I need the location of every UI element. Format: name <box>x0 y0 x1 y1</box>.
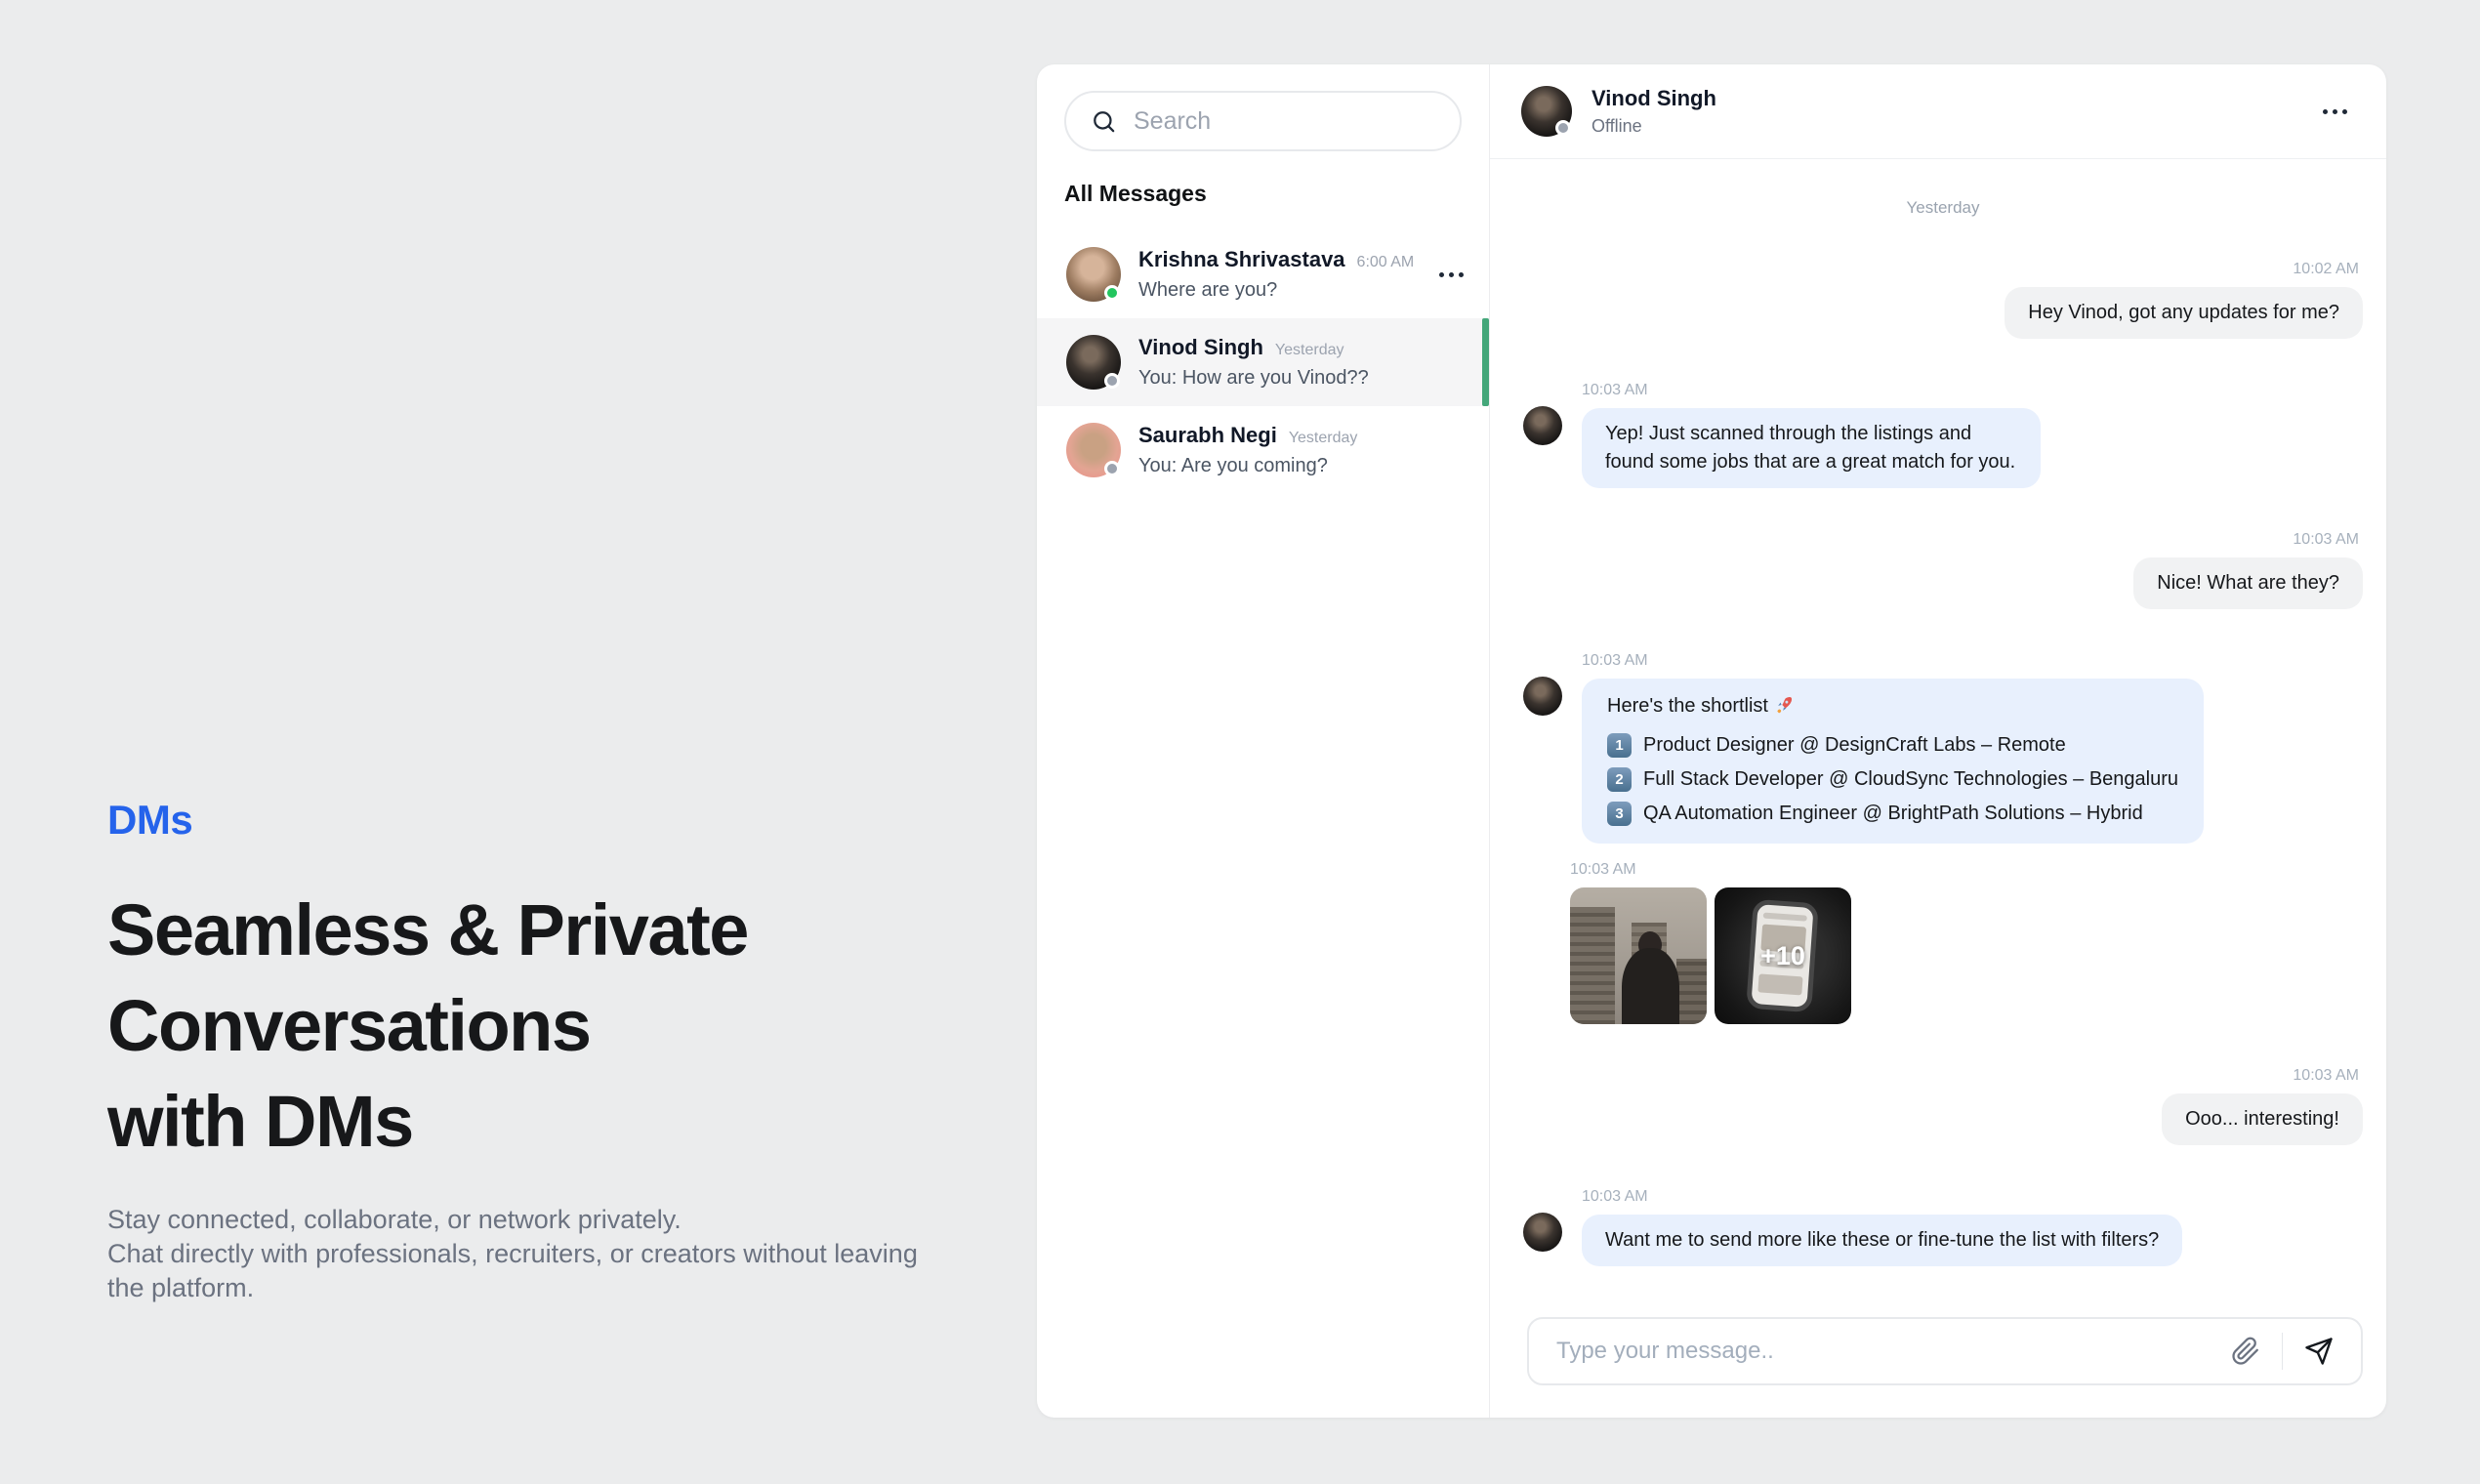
incoming-message-attachments <box>1523 861 2363 1024</box>
offline-status-dot <box>1555 120 1571 136</box>
more-options-icon[interactable] <box>2321 103 2349 120</box>
message-timestamp: 10:03 AM <box>1570 861 1636 878</box>
avatar <box>1523 1213 1562 1252</box>
hero-section <box>107 797 947 1305</box>
message-history <box>1490 159 2386 1317</box>
avatar <box>1066 423 1121 477</box>
shortlist-item-text: QA Automation Engineer @ BrightPath Solutions – Hybrid <box>1643 803 2143 824</box>
message-timestamp: 10:03 AM <box>2293 531 2359 548</box>
active-conversation-indicator <box>1482 318 1489 406</box>
more-images-overlay: +10 <box>1760 940 1805 970</box>
avatar <box>1523 406 1562 445</box>
message-input[interactable] <box>1556 1338 2225 1365</box>
avatar <box>1066 247 1121 302</box>
conversation-time: 6:00 AM <box>1356 254 1415 270</box>
keycap-3-emoji: 3 <box>1607 802 1632 826</box>
shortlist-item <box>1607 800 2178 828</box>
message-timestamp: 10:03 AM <box>1582 1188 1648 1205</box>
conversation-row-saurabh[interactable] <box>1037 406 1489 494</box>
incoming-message <box>1523 1188 2363 1266</box>
message-bubble: Want me to send more like these or fine-tune the list with filters? <box>1582 1215 2182 1266</box>
conversation-row-krishna[interactable] <box>1037 230 1489 318</box>
send-icon <box>2304 1337 2334 1366</box>
message-composer <box>1527 1317 2363 1385</box>
conversation-text <box>1138 423 1466 477</box>
search-area <box>1037 64 1489 151</box>
conversation-preview: You: Are you coming? <box>1138 455 1328 476</box>
conversation-preview: You: How are you Vinod?? <box>1138 367 1369 389</box>
message-timestamp: 10:03 AM <box>1582 382 1648 398</box>
attach-file-button[interactable] <box>2225 1331 2266 1372</box>
hero-eyebrow: DMs <box>107 797 193 843</box>
conversation-sidebar <box>1037 64 1490 1418</box>
composer-divider <box>2282 1333 2283 1370</box>
conversation-text <box>1138 335 1466 390</box>
shortlist-item <box>1607 765 2178 794</box>
conversation-name: Krishna Shrivastava <box>1138 247 1345 271</box>
more-options-icon[interactable] <box>1437 267 1466 283</box>
message-timestamp: 10:02 AM <box>2293 261 2359 277</box>
search-input[interactable] <box>1134 107 1448 136</box>
shortlist-title: Here's the shortlist <box>1607 695 1768 717</box>
shortlist-item-text: Product Designer @ DesignCraft Labs – Remote <box>1643 734 2066 756</box>
all-messages-heading: All Messages <box>1064 181 1207 206</box>
avatar <box>1066 335 1121 390</box>
shortlist-item-text: Full Stack Developer @ CloudSync Technologies – Bengaluru <box>1643 768 2179 790</box>
composer-area <box>1490 1317 2386 1418</box>
chat-header-status: Offline <box>1591 116 1642 136</box>
message-bubble: Ooo... interesting! <box>2162 1093 2363 1145</box>
attachment-image-city[interactable] <box>1570 887 1707 1024</box>
message-timestamp: 10:03 AM <box>2293 1067 2359 1084</box>
chat-header-name: Vinod Singh <box>1591 86 1716 110</box>
page-title-line-3: with DMs <box>107 1081 413 1162</box>
chat-panel <box>1490 64 2386 1418</box>
search-box[interactable] <box>1064 91 1462 151</box>
offline-status-dot <box>1104 461 1120 476</box>
hero-subtitle-line-2: Chat directly with professionals, recruiters, or creators without leaving the platform. <box>107 1239 918 1302</box>
avatar <box>1523 677 1562 716</box>
page-title-line-1: Seamless & Private <box>107 889 748 970</box>
conversation-name: Saurabh Negi <box>1138 423 1277 447</box>
shortlist-item <box>1607 731 2178 760</box>
keycap-2-emoji: 2 <box>1607 767 1632 792</box>
conversation-row-vinod[interactable] <box>1037 318 1489 406</box>
outgoing-message <box>1523 261 2363 339</box>
conversation-text <box>1138 247 1420 302</box>
outgoing-message <box>1523 1067 2363 1145</box>
message-bubble <box>1582 679 2204 844</box>
keycap-1-emoji: 1 <box>1607 733 1632 758</box>
attachment-image-more[interactable] <box>1715 887 1851 1024</box>
send-button[interactable] <box>2298 1331 2339 1372</box>
outgoing-message <box>1523 531 2363 609</box>
hero-subtitle-line-1: Stay connected, collaborate, or network privately. <box>107 1205 682 1234</box>
chat-header-avatar <box>1521 86 1572 137</box>
page-title <box>107 883 947 1170</box>
conversation-name: Vinod Singh <box>1138 335 1263 359</box>
chat-header <box>1490 64 2386 159</box>
date-divider: Yesterday <box>1906 198 1980 217</box>
message-bubble: Yep! Just scanned through the listings and found some jobs that are a great match for you. <box>1582 408 2041 488</box>
message-bubble: Hey Vinod, got any updates for me? <box>2005 287 2363 339</box>
conversation-time: Yesterday <box>1288 430 1358 446</box>
dm-chat-card <box>1037 64 2386 1418</box>
conversation-preview: Where are you? <box>1138 279 1278 301</box>
offline-status-dot <box>1104 373 1120 389</box>
page-title-line-2: Conversations <box>107 985 591 1066</box>
online-status-dot <box>1104 285 1120 301</box>
incoming-message-shortlist <box>1523 652 2363 844</box>
chat-header-user <box>1591 86 1716 137</box>
conversation-list <box>1037 230 1489 494</box>
attachment-row <box>1570 887 1851 1024</box>
message-timestamp: 10:03 AM <box>1582 652 1648 669</box>
message-bubble: Nice! What are they? <box>2133 557 2363 609</box>
paperclip-icon <box>2231 1337 2260 1366</box>
incoming-message <box>1523 382 2363 488</box>
rocket-emoji <box>1774 695 1794 723</box>
hero-subtitle <box>107 1203 924 1305</box>
conversation-time: Yesterday <box>1274 342 1344 358</box>
search-icon <box>1091 108 1117 135</box>
